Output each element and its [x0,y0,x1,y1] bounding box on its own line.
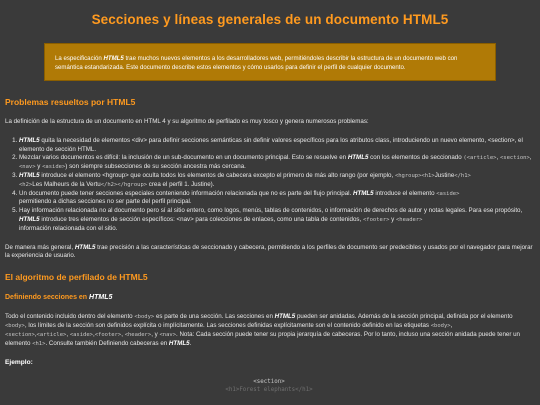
code-footer: <footer> [362,217,390,224]
intro-text-1: La especificación [55,55,104,62]
code-header: <header> [124,331,152,338]
code-nav: <nav> [159,331,177,338]
intro-box [44,43,496,81]
list-item [19,172,533,190]
algorithm-paragraph [5,313,533,348]
code-body: <body> [134,314,155,321]
item-text: Un documento puede tener secciones especiales conteniendo información relacionada que no es parte del flujo principal. [19,189,353,197]
list-item [19,154,533,172]
item-text: Les Malheurs de la Vertu [32,180,101,188]
closing-text: trae precisión a las características de seccionado y cabecera, permitiendo a los perfiles de documento ser predecibles y usados por el navegador para mejorar la experiencia de usuario. [5,243,533,260]
section-heading-problems: Problemas resueltos por HTML5 [5,97,136,107]
para-text: . Nota: Cada sección puede tener su propia jerarquía de cabeceras. Por lo tanto, incluso una sección anidada puede tener un elemento [5,330,520,347]
separator: , [496,154,500,162]
html5-mark: HTML5 [19,136,40,144]
code-aside: <aside> [42,164,66,171]
separator: y [35,163,43,171]
code-header: <header> [396,217,423,224]
html5-mark: HTML5 [168,339,190,347]
problems-intro: La definición de la estructura de un documento en HTML 4 y su algoritmo de perfilado es muy tosco y genera numerosos problemas: [5,118,369,126]
code-section: <section> [499,155,530,162]
separator: , [34,330,37,338]
main-content [5,96,533,394]
code-hgroup-h1: <hgroup><h1> [394,173,435,180]
problems-closing [5,244,533,262]
code-article: (<article> [463,155,497,162]
code-example-line: <section> [253,378,285,385]
item-text: permitiendo a dichas secciones no ser parte del perfil principal. [19,198,192,206]
list-item [19,190,533,208]
code-nav: <nav> [19,164,36,171]
closing-text: De manera más general, [5,243,75,251]
intro-text-2: trae muchos nuevos elementos a los desarrolladores web, permitiéndoles describir la estructura de un documento web con semántica estandarizada. Este documento describe estos elementos y cómo usarlos para definir el perfil de cualquier documento. [55,55,458,72]
html5-mark: HTML5 [74,243,96,251]
html5-mark: HTML5 [19,172,40,180]
item-text: introduce el elemento [373,189,437,197]
item-text: introduce el elemento <hgroup> que oculta todos los elementos de cabecera excepto el primero de más alto rango (por ejemplo, [39,172,395,180]
item-text: información relacionada con el sitio. [19,224,118,232]
code-h2-hgroup-close: </h2></hgroup> [100,181,148,188]
example-label: Ejemplo: [5,359,33,367]
item-text: crea el perfil 1. Justine). [147,180,215,188]
item-text: con los elementos de seccionado [368,154,464,162]
item-text: y [389,216,396,224]
separator: , [529,154,532,162]
separator: , [93,330,95,338]
code-h2: <h2> [19,181,33,188]
code-aside: <aside> [69,331,93,338]
html5-mark: HTML5 [274,313,296,321]
para-text: . Consulte también Definiendo cabeceras en [45,339,169,347]
html5-mark: HTML5 [19,216,40,224]
item-text: Justine [434,172,455,180]
item-text: introduce tres elementos de sección específicos: <nav> para colecciones de enlaces, como una tabla de contenidos, [39,216,363,224]
code-footer: <footer> [94,331,122,338]
intro-html5: HTML5 [103,55,124,62]
separator: , [121,330,125,338]
para-text: pueden ser anidadas. Además de la sección principal, definida por el elemento [295,313,513,321]
para-text: Todo el contenido incluido dentro del elemento [5,313,135,321]
item-text: Hay información relacionada no al documento pero sí al sitio entero, como logos, menús, tablas de contenidos, o información de derechos de autor y notas legales. Para ese propósito, [19,207,523,215]
html5-mark: HTML5 [353,189,374,197]
code-example-line: <h1>Forest elephants</h1> [225,386,313,393]
code-body: <body> [5,323,25,330]
subheading-defining-sections [5,293,533,303]
item-text: Mezclar varios documentos es difícil: la inclusión de un sub-documento en un documento principal. Esto se resuelve en [19,154,348,162]
code-aside: <aside> [436,190,460,197]
separator: , [450,322,453,330]
separator: , y [151,330,160,338]
page-title: Secciones y líneas generales de un documento HTML5 [91,12,449,27]
para-text: . [189,339,192,347]
subheading-text: Definiendo secciones en [5,294,90,302]
section-heading-algorithm: El algoritmo de perfilado de HTML5 [5,272,148,283]
list-item [19,137,533,155]
code-example [5,378,533,394]
item-text: quita la necesidad de elementos <div> para definir secciones semánticas sin definir valores específicos para los atributos class, introduciendo un nuevo elemento, <section>, el elemento de sección HTML. [19,136,523,153]
item-text: ) son siempre subsecciones de su sección ancestra más cercana. [65,163,246,171]
code-section: <section> [5,331,35,338]
code-body: <body> [430,323,451,330]
list-item [19,207,533,233]
problems-list [5,137,533,234]
code-h1-close: </h1> [454,173,471,180]
code-h1: <h1> [32,340,46,347]
para-text: es parte de una sección. Las secciones en [154,313,275,321]
para-text: , los límites de la sección son definidos explícita o implícitamente. Las secciones definidas explícitamente son el contenido definido en las etiquetas [24,322,431,330]
html5-mark: HTML5 [347,154,369,162]
separator: , [66,330,70,338]
html5-mark: HTML5 [89,294,113,302]
code-article: <article> [36,331,67,338]
